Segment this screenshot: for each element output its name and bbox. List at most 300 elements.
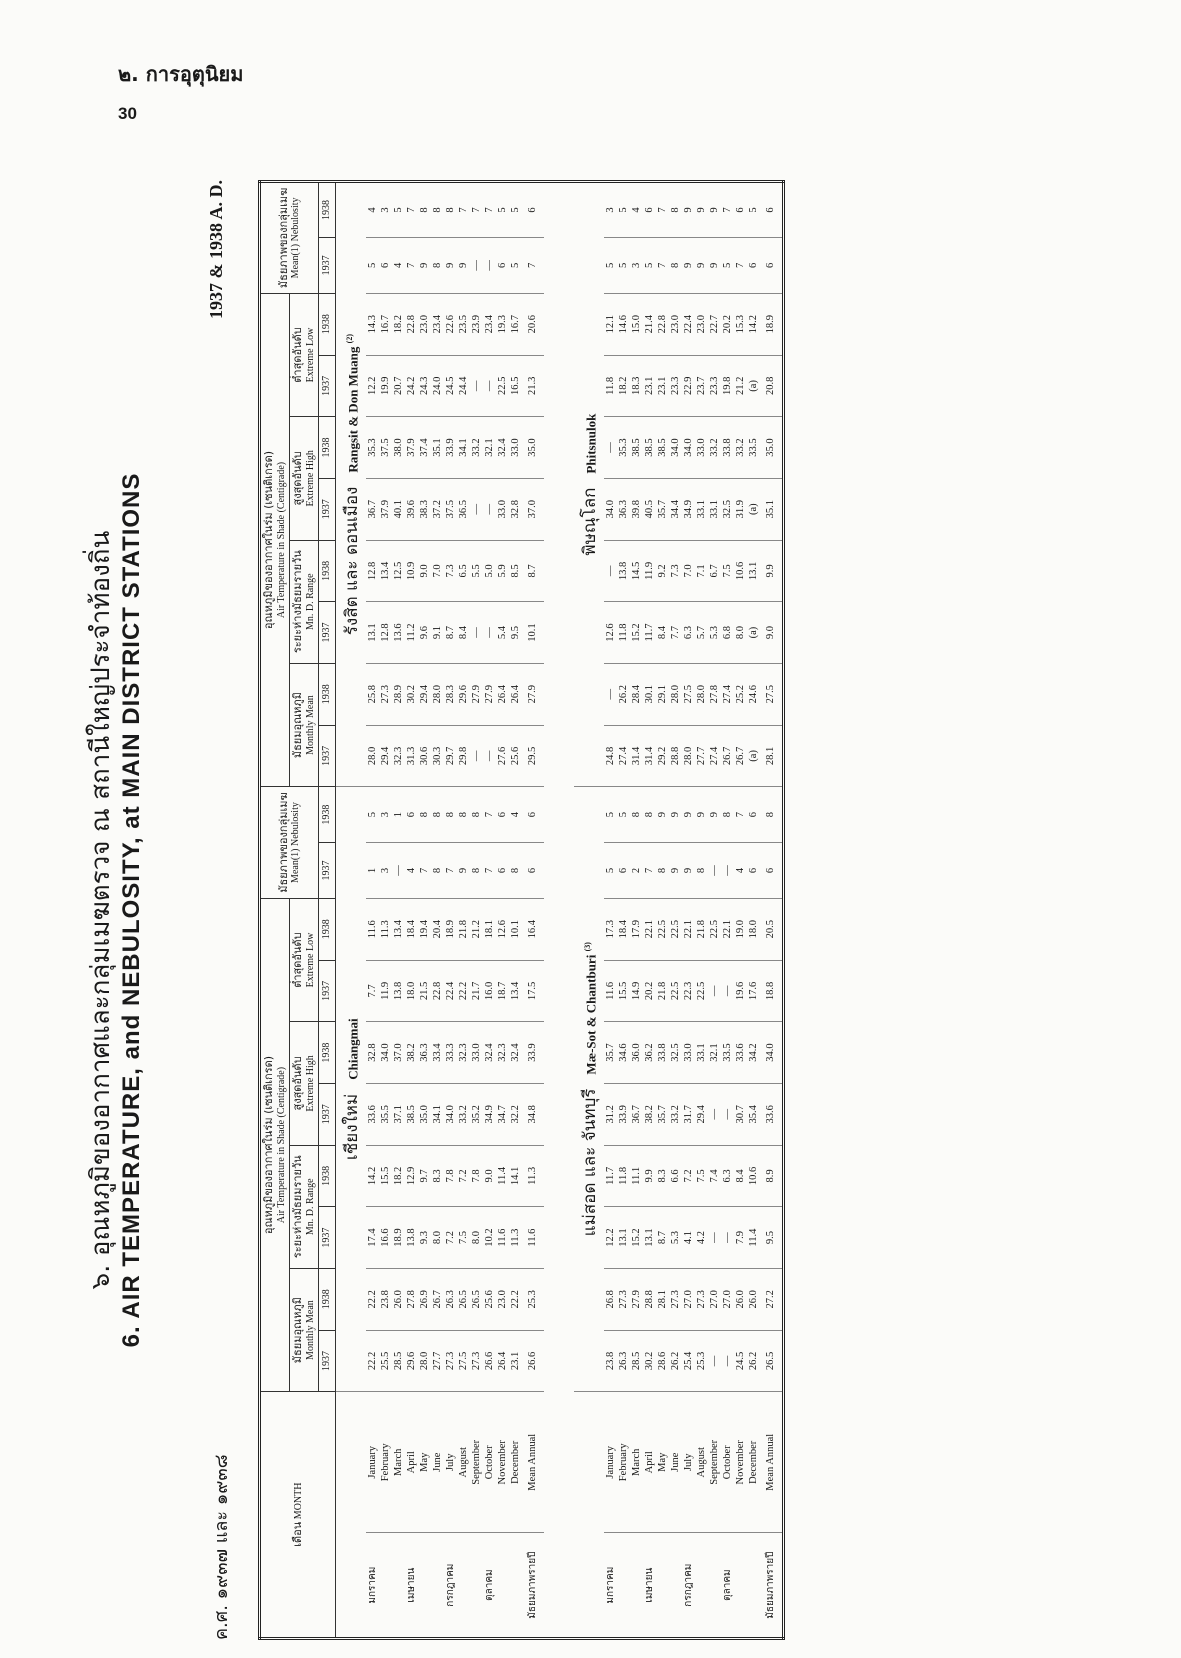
- table-cell: 8: [470, 843, 483, 899]
- table-cell: 8.0: [734, 602, 747, 664]
- year-header: 1938: [319, 1268, 336, 1330]
- table-cell: 32.3: [457, 1022, 470, 1084]
- table-cell: 10.6: [734, 540, 747, 602]
- table-cell: 11.9: [643, 540, 656, 602]
- table-cell: 33.2: [470, 417, 483, 479]
- table-cell: 33.0: [695, 417, 708, 479]
- table-cell: 8: [470, 787, 483, 843]
- table-cell: 7.4: [708, 1145, 721, 1207]
- table-row: [405, 182, 418, 1639]
- table-cell: 18.0: [405, 960, 418, 1022]
- table-cell: —: [708, 1083, 721, 1145]
- table-cell: 21.2: [734, 355, 747, 417]
- table-cell: 18.4: [405, 898, 418, 960]
- table-cell: 23.8: [604, 1330, 617, 1392]
- table-cell: 30.7: [734, 1083, 747, 1145]
- month-english: May: [418, 1392, 431, 1533]
- table-cell: 5: [366, 787, 379, 843]
- table-cell: 17.3: [604, 898, 617, 960]
- station-name-thai: เชียงใหม่: [341, 1093, 362, 1161]
- table-cell: 23.0: [418, 293, 431, 355]
- table-cell: 39.8: [630, 478, 643, 540]
- table-cell: 10.6: [747, 1145, 760, 1207]
- table-cell: 6.7: [708, 540, 721, 602]
- table-cell: 32.5: [721, 478, 734, 540]
- table-cell: 35.5: [379, 1083, 392, 1145]
- table-row: [708, 182, 721, 1639]
- table-cell: 5.7: [695, 602, 708, 664]
- month-english: December: [747, 1392, 760, 1533]
- table-cell: 35.3: [617, 417, 630, 479]
- table-cell: 32.5: [669, 1022, 682, 1084]
- table-cell: 14.2: [366, 1145, 379, 1207]
- table-cell: 17.6: [747, 960, 760, 1022]
- table-cell: 29.8: [457, 725, 470, 787]
- years-thai: ค.ศ. ๑๙๓๗ และ ๑๙๓๘: [211, 1454, 232, 1640]
- table-cell: —: [708, 1207, 721, 1269]
- air-temp-header-th: อุณหภูมิของอากาศในร่ม (เซนติเกรด): [262, 450, 275, 630]
- annual-cell: 6: [522, 843, 544, 899]
- table-cell: 33.0: [496, 478, 509, 540]
- table-cell: 32.3: [392, 725, 405, 787]
- annual-cell: 20.6: [522, 293, 544, 355]
- table-cell: 33.5: [747, 417, 760, 479]
- table-cell: 7: [444, 843, 457, 899]
- year-header: 1938: [319, 663, 336, 725]
- table-cell: 37.4: [418, 417, 431, 479]
- month-thai: เมษายน: [643, 1533, 656, 1639]
- annual-cell: 25.3: [522, 1268, 544, 1330]
- month-english: July: [444, 1392, 457, 1533]
- annual-cell: 9.5: [760, 1207, 784, 1269]
- table-cell: 20.2: [721, 293, 734, 355]
- table-cell: 7.5: [721, 540, 734, 602]
- table-cell: 22.5: [669, 960, 682, 1022]
- low-header-th: ต่ำสุดอันดับ: [291, 327, 305, 383]
- table-cell: 8: [444, 182, 457, 238]
- table-cell: —: [721, 1207, 734, 1269]
- table-cell: 22.8: [656, 293, 669, 355]
- table-cell: 9: [708, 238, 721, 294]
- table-row: [470, 182, 483, 1639]
- table-cell: 8: [418, 182, 431, 238]
- table-cell: 16.6: [379, 1207, 392, 1269]
- table-cell: 14.5: [630, 540, 643, 602]
- table-row: [392, 182, 405, 1639]
- month-english: September: [470, 1392, 483, 1533]
- table-cell: 5: [617, 238, 630, 294]
- annual-cell: 35.0: [522, 417, 544, 479]
- table-cell: 38.0: [392, 417, 405, 479]
- table-cell: 9: [457, 843, 470, 899]
- table-cell: 36.3: [617, 478, 630, 540]
- table-cell: 23.1: [509, 1330, 522, 1392]
- table-cell: 31.2: [604, 1083, 617, 1145]
- year-header: 1938: [319, 898, 336, 960]
- annual-thai: มัธยมภาพรายปี: [760, 1533, 784, 1639]
- table-cell: 12.6: [604, 602, 617, 664]
- station-name-english: Chiangmai: [344, 1018, 360, 1080]
- table-cell: 7: [483, 843, 496, 899]
- table-cell: 8.7: [444, 602, 457, 664]
- table-cell: 11.6: [496, 1207, 509, 1269]
- month-english: March: [392, 1392, 405, 1533]
- table-cell: 9: [444, 238, 457, 294]
- table-cell: 25.6: [483, 1268, 496, 1330]
- table-cell: 8.7: [656, 1207, 669, 1269]
- station-name: [574, 787, 604, 1392]
- table-cell: —: [470, 478, 483, 540]
- table-cell: 33.0: [682, 1022, 695, 1084]
- table-cell: 6: [405, 787, 418, 843]
- table-cell: 32.4: [483, 1022, 496, 1084]
- table-cell: 9.0: [418, 540, 431, 602]
- table-cell: 34.4: [669, 478, 682, 540]
- table-cell: 8: [509, 843, 522, 899]
- table-cell: 16.7: [379, 293, 392, 355]
- table-cell: 7.2: [682, 1145, 695, 1207]
- annual-cell: 33.6: [760, 1083, 784, 1145]
- station-name-english: Phitsnulok: [582, 413, 598, 474]
- table-row: [444, 182, 457, 1639]
- annual-cell: 35.0: [760, 417, 784, 479]
- table-cell: 22.5: [496, 355, 509, 417]
- annual-cell: 6: [760, 843, 784, 899]
- table-cell: 22.3: [682, 960, 695, 1022]
- table-cell: 28.3: [444, 663, 457, 725]
- month-english: November: [496, 1392, 509, 1533]
- table-cell: 33.8: [656, 1022, 669, 1084]
- table-cell: 27.7: [695, 725, 708, 787]
- table-cell: 23.0: [695, 293, 708, 355]
- table-cell: 8.3: [656, 1145, 669, 1207]
- table-cell: 11.1: [630, 1145, 643, 1207]
- table-cell: 31.4: [630, 725, 643, 787]
- table-cell: 19.6: [734, 960, 747, 1022]
- month-thai: [656, 1533, 669, 1639]
- table-cell: 28.4: [630, 663, 643, 725]
- annual-cell: 21.3: [522, 355, 544, 417]
- table-cell: 7.0: [431, 540, 444, 602]
- table-cell: 22.2: [366, 1268, 379, 1330]
- table-cell: 22.6: [444, 293, 457, 355]
- table-cell: 35.7: [656, 478, 669, 540]
- table-cell: 33.0: [509, 417, 522, 479]
- table-cell: 11.7: [604, 1145, 617, 1207]
- table-cell: 7: [656, 238, 669, 294]
- table-cell: 3: [379, 182, 392, 238]
- table-cell: 8: [457, 787, 470, 843]
- table-cell: 8: [695, 843, 708, 899]
- table-cell: 37.1: [392, 1083, 405, 1145]
- table-cell: 7.8: [470, 1145, 483, 1207]
- table-cell: 27.6: [496, 725, 509, 787]
- station-name: [574, 182, 604, 787]
- table-cell: 9: [669, 787, 682, 843]
- table-cell: 24.8: [604, 725, 617, 787]
- table-cell: 26.8: [604, 1268, 617, 1330]
- table-cell: 17.9: [630, 898, 643, 960]
- table-row: [483, 182, 496, 1639]
- month-thai: [708, 1533, 721, 1639]
- station-name-thai: แม่สอด และ จันทบุรี: [579, 1088, 600, 1237]
- year-header: 1937: [319, 238, 336, 294]
- table-cell: 32.8: [509, 478, 522, 540]
- annual-cell: 6: [522, 787, 544, 843]
- table-row: [721, 182, 734, 1639]
- table-cell: 6.6: [669, 1145, 682, 1207]
- table-cell: 7: [734, 238, 747, 294]
- table-cell: 8.3: [431, 1145, 444, 1207]
- table-cell: 13.4: [392, 898, 405, 960]
- table-cell: 7.9: [734, 1207, 747, 1269]
- low-header-en: Extreme Low: [304, 932, 316, 988]
- table-cell: —: [483, 602, 496, 664]
- table-cell: 9.6: [418, 602, 431, 664]
- table-row: [734, 182, 747, 1639]
- table-cell: 6: [496, 238, 509, 294]
- table-cell: 28.0: [669, 663, 682, 725]
- year-header: 1938: [319, 293, 336, 355]
- table-cell: 5: [604, 238, 617, 294]
- table-cell: 9: [708, 182, 721, 238]
- table-cell: 10.1: [509, 898, 522, 960]
- table-cell: 22.5: [695, 960, 708, 1022]
- table-cell: 33.3: [444, 1022, 457, 1084]
- table-cell: 11.6: [604, 960, 617, 1022]
- table-cell: 7.3: [669, 540, 682, 602]
- table-cell: 3: [379, 843, 392, 899]
- table-cell: 33.9: [444, 417, 457, 479]
- table-cell: 7.5: [695, 1145, 708, 1207]
- table-cell: 5: [617, 787, 630, 843]
- table-cell: 18.1: [483, 898, 496, 960]
- table-cell: 12.2: [366, 355, 379, 417]
- month-english: December: [509, 1392, 522, 1533]
- table-cell: 8.4: [656, 602, 669, 664]
- table-cell: 28.0: [366, 725, 379, 787]
- table-cell: 27.0: [682, 1268, 695, 1330]
- table-cell: 29.4: [379, 725, 392, 787]
- table-cell: 30.6: [418, 725, 431, 787]
- table-cell: 28.5: [630, 1330, 643, 1392]
- table-cell: 12.8: [379, 602, 392, 664]
- table-cell: 17.4: [366, 1207, 379, 1269]
- table-cell: 23.1: [643, 355, 656, 417]
- table-cell: 19.9: [379, 355, 392, 417]
- annual-cell: 8: [760, 787, 784, 843]
- table-cell: 18.2: [392, 1145, 405, 1207]
- table-cell: 7: [405, 182, 418, 238]
- table-cell: 7: [405, 238, 418, 294]
- annual-english: Mean Annual: [760, 1392, 784, 1533]
- table-cell: 27.3: [470, 1330, 483, 1392]
- table-cell: 28.8: [669, 725, 682, 787]
- table-cell: 9: [418, 238, 431, 294]
- table-cell: 27.8: [405, 1268, 418, 1330]
- table-cell: 22.7: [708, 293, 721, 355]
- table-cell: 24.6: [747, 663, 760, 725]
- annual-cell: 7: [522, 238, 544, 294]
- year-header: 1938: [319, 1145, 336, 1207]
- table-cell: 28.0: [695, 663, 708, 725]
- annual-thai: มัธยมภาพรายปี: [522, 1533, 544, 1639]
- table-cell: 5.0: [483, 540, 496, 602]
- table-cell: (a): [747, 725, 760, 787]
- year-header: 1937: [319, 478, 336, 540]
- table-row: [643, 182, 656, 1639]
- table-cell: 4: [509, 787, 522, 843]
- section-heading: ๒. การอุตุนิยม: [118, 62, 244, 86]
- table-cell: 26.3: [617, 1330, 630, 1392]
- table-cell: 37.0: [392, 1022, 405, 1084]
- table-cell: 5: [604, 787, 617, 843]
- table-cell: 7: [418, 843, 431, 899]
- table-row: [669, 182, 682, 1639]
- annual-cell: 10.1: [522, 602, 544, 664]
- table-cell: 28.9: [392, 663, 405, 725]
- month-thai: กรกฎาคม: [682, 1533, 695, 1639]
- table-cell: 26.9: [418, 1268, 431, 1330]
- table-cell: 7: [483, 787, 496, 843]
- table-cell: 23.0: [669, 293, 682, 355]
- table-row: [496, 182, 509, 1639]
- table-cell: 32.2: [509, 1083, 522, 1145]
- table-cell: 5.9: [496, 540, 509, 602]
- annual-cell: 27.9: [522, 663, 544, 725]
- table-cell: 26.4: [509, 663, 522, 725]
- table-cell: 6.5: [457, 540, 470, 602]
- table-cell: 26.4: [496, 1330, 509, 1392]
- table-cell: 6: [643, 182, 656, 238]
- table-cell: 5: [643, 238, 656, 294]
- year-header: 1938: [319, 417, 336, 479]
- month-thai: [509, 1533, 522, 1639]
- table-cell: 35.1: [431, 417, 444, 479]
- annual-row: [760, 182, 784, 1639]
- table-cell: 28.0: [418, 1330, 431, 1392]
- table-cell: 26.7: [431, 1268, 444, 1330]
- table-cell: 12.9: [405, 1145, 418, 1207]
- table-cell: 27.9: [483, 663, 496, 725]
- table-cell: 26.4: [496, 663, 509, 725]
- table-cell: 7: [656, 182, 669, 238]
- table-cell: 33.2: [734, 417, 747, 479]
- table-row: [379, 182, 392, 1639]
- table-cell: 32.8: [366, 1022, 379, 1084]
- table-cell: 9: [695, 182, 708, 238]
- table-cell: 27.5: [457, 1330, 470, 1392]
- table-cell: 8: [721, 787, 734, 843]
- table-cell: 12.5: [392, 540, 405, 602]
- table-cell: 3: [379, 787, 392, 843]
- annual-cell: 6: [760, 182, 784, 238]
- table-cell: 9.0: [483, 1145, 496, 1207]
- month-thai: [496, 1533, 509, 1639]
- table-cell: 18.3: [630, 355, 643, 417]
- table-cell: 35.4: [747, 1083, 760, 1145]
- table-cell: 26.0: [392, 1268, 405, 1330]
- month-english: May: [656, 1392, 669, 1533]
- table-cell: 22.1: [721, 898, 734, 960]
- table-cell: 32.1: [483, 417, 496, 479]
- table-cell: 29.2: [656, 725, 669, 787]
- annual-cell: 26.6: [522, 1330, 544, 1392]
- station-name: [335, 787, 366, 1392]
- table-cell: 11.9: [379, 960, 392, 1022]
- table-cell: 22.4: [444, 960, 457, 1022]
- low-header-th: ต่ำสุดอันดับ: [291, 932, 305, 988]
- table-cell: 21.7: [470, 960, 483, 1022]
- table-cell: 13.8: [405, 1207, 418, 1269]
- annual-cell: 6: [522, 182, 544, 238]
- table-cell: 23.5: [457, 293, 470, 355]
- table-cell: 7.3: [444, 540, 457, 602]
- month-thai: [457, 1533, 470, 1639]
- table-cell: 6.3: [682, 602, 695, 664]
- table-cell: 26.7: [734, 725, 747, 787]
- table-cell: 11.4: [747, 1207, 760, 1269]
- range-header-en: Mn. D. Range: [304, 573, 316, 631]
- table-cell: 21.4: [643, 293, 656, 355]
- table-cell: 24.3: [418, 355, 431, 417]
- nebulosity-header-th: มัธยภาพของกลุ่มเมฆ: [276, 792, 290, 893]
- table-row: [366, 182, 379, 1639]
- table-cell: 7.5: [457, 1207, 470, 1269]
- table-cell: 36.3: [418, 1022, 431, 1084]
- annual-row: [522, 182, 544, 1639]
- table-cell: 9.9: [643, 1145, 656, 1207]
- table-cell: 7.2: [444, 1207, 457, 1269]
- month-thai: [630, 1533, 643, 1639]
- table-cell: 4: [405, 843, 418, 899]
- month-thai: [379, 1533, 392, 1639]
- table-cell: 22.2: [509, 1268, 522, 1330]
- table-cell: 8: [431, 787, 444, 843]
- month-english: April: [643, 1392, 656, 1533]
- month-english: February: [617, 1392, 630, 1533]
- table-cell: 8: [444, 787, 457, 843]
- low-header-en: Extreme Low: [304, 327, 316, 383]
- table-cell: 7.7: [366, 960, 379, 1022]
- table-cell: 8.5: [509, 540, 522, 602]
- table-cell: 21.8: [656, 960, 669, 1022]
- annual-cell: 26.5: [760, 1330, 784, 1392]
- table-cell: 23.0: [496, 1268, 509, 1330]
- table-cell: 23.4: [431, 293, 444, 355]
- table-cell: 8: [669, 182, 682, 238]
- annual-cell: 17.5: [522, 960, 544, 1022]
- station-name: [335, 182, 366, 787]
- table-cell: 25.4: [682, 1330, 695, 1392]
- table-cell: 8.0: [470, 1207, 483, 1269]
- month-thai: ตุลาคม: [721, 1533, 734, 1639]
- table-cell: 38.2: [643, 1083, 656, 1145]
- table-cell: 27.4: [617, 725, 630, 787]
- station-note: (2): [344, 334, 354, 344]
- table-cell: 5.3: [708, 602, 721, 664]
- table-row: [682, 182, 695, 1639]
- table-row: [747, 182, 760, 1639]
- table-cell: —: [483, 355, 496, 417]
- table-cell: 12.6: [496, 898, 509, 960]
- table-cell: 12.1: [604, 293, 617, 355]
- table-cell: 26.7: [721, 725, 734, 787]
- table-cell: 38.5: [643, 417, 656, 479]
- annual-cell: 29.5: [522, 725, 544, 787]
- annual-cell: 16.4: [522, 898, 544, 960]
- table-cell: 27.0: [708, 1268, 721, 1330]
